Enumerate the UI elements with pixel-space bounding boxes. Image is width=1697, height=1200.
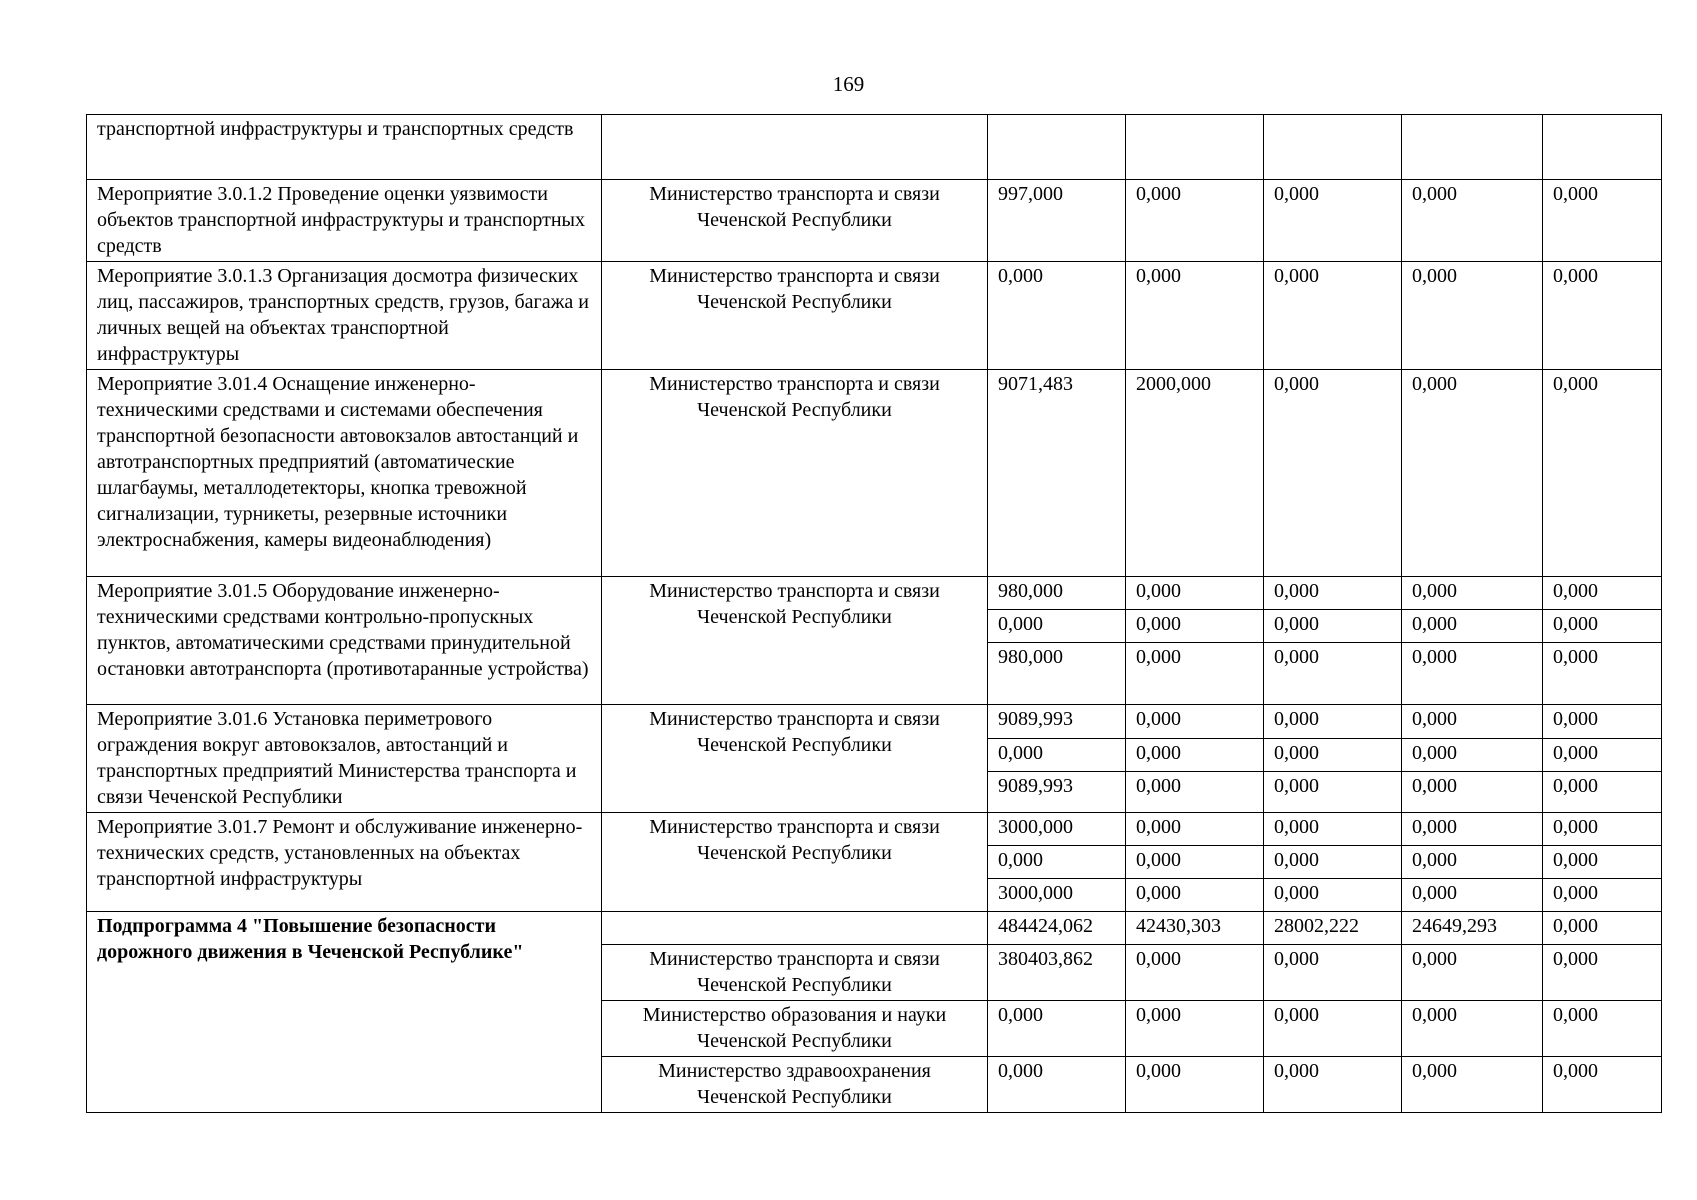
value-cell: 0,000 (1402, 705, 1543, 739)
value-cell: 0,000 (1543, 577, 1662, 610)
value-cell: 9071,483 (988, 370, 1126, 577)
value-cell: 0,000 (1126, 577, 1264, 610)
value-cell: 0,000 (1126, 879, 1264, 912)
value-cell: 0,000 (1264, 705, 1402, 739)
value-cell: 0,000 (1126, 813, 1264, 846)
value-cell: 0,000 (1402, 370, 1543, 577)
value-cell: 0,000 (1543, 945, 1662, 1001)
value-cell: 0,000 (1264, 738, 1402, 772)
value-cell: 0,000 (1543, 610, 1662, 643)
value-cell: 9089,993 (988, 705, 1126, 739)
executor-cell: Министерство транспорта и связи Чеченской Республики (602, 945, 988, 1001)
value-cell: 0,000 (988, 262, 1126, 370)
value-cell: 0,000 (1543, 262, 1662, 370)
value-cell: 9089,993 (988, 772, 1126, 813)
value-cell: 0,000 (1402, 879, 1543, 912)
value-cell: 0,000 (988, 846, 1126, 879)
value-cell: 0,000 (1402, 180, 1543, 262)
value-cell (1543, 115, 1662, 180)
value-cell: 0,000 (1126, 262, 1264, 370)
subprogram-title-cell: Подпрограмма 4 "Повышение безопасности дорожного движения в Чеченской Республике" (87, 912, 602, 1113)
activity-name-cell: Мероприятие 3.01.6 Установка периметрового ограждения вокруг автовокзалов, автостанций и транспортных предприятий Министерства транспорта и связи Чеченской Республики (87, 705, 602, 813)
table-row (87, 577, 1662, 610)
value-cell: 0,000 (988, 1057, 1126, 1113)
value-cell: 2000,000 (1126, 370, 1264, 577)
activity-name-cell: Мероприятие 3.01.7 Ремонт и обслуживание инженерно-технических средств, установленных на объектах транспортной инфраструктуры (87, 813, 602, 912)
value-cell: 0,000 (1543, 1057, 1662, 1113)
executor-cell (602, 115, 988, 180)
value-cell: 0,000 (1402, 945, 1543, 1001)
value-cell: 0,000 (1126, 705, 1264, 739)
value-cell: 0,000 (1543, 912, 1662, 945)
activity-name-cell: Мероприятие 3.01.4 Оснащение инженерно-техническими средствами и системами обеспечения транспортной безопасности автовокзалов автостанций и автотранспортных предприятий (автоматические шлагбаумы, металлодетекторы, кнопка тревожной сигнализации, турникеты, резервные источники электроснабжения, камеры видеонаблюдения) (87, 370, 602, 577)
activity-name-cell: Мероприятие 3.01.5 Оборудование инженерно-техническими средствами контрольно-пропускных пунктов, автоматическими средствами принудительной остановки автотранспорта (противотаранные устройства) (87, 577, 602, 705)
value-cell: 0,000 (1543, 180, 1662, 262)
executor-cell: Министерство образования и науки Чеченской Республики (602, 1001, 988, 1057)
activity-name-cell: Мероприятие 3.0.1.2 Проведение оценки уязвимости объектов транспортной инфраструктуры и транспортных средств (87, 180, 602, 262)
value-cell: 997,000 (988, 180, 1126, 262)
value-cell: 0,000 (1126, 643, 1264, 705)
budget-table (86, 114, 1662, 1113)
table-row (87, 370, 1662, 577)
value-cell: 0,000 (1264, 945, 1402, 1001)
value-cell: 0,000 (1543, 879, 1662, 912)
value-cell: 0,000 (988, 738, 1126, 772)
value-cell: 0,000 (1402, 262, 1543, 370)
table-row (87, 115, 1662, 180)
value-cell: 0,000 (1264, 1057, 1402, 1113)
value-cell: 0,000 (1264, 370, 1402, 577)
value-cell: 0,000 (1402, 1001, 1543, 1057)
value-cell (1264, 115, 1402, 180)
executor-cell: Министерство транспорта и связи Чеченской Республики (602, 813, 988, 912)
value-cell: 0,000 (1126, 772, 1264, 813)
value-cell (988, 115, 1126, 180)
value-cell: 0,000 (1402, 846, 1543, 879)
value-cell: 0,000 (1543, 370, 1662, 577)
value-cell: 0,000 (1264, 846, 1402, 879)
executor-cell: Министерство транспорта и связи Чеченской Республики (602, 180, 988, 262)
value-cell: 0,000 (1402, 772, 1543, 813)
value-cell: 0,000 (1264, 577, 1402, 610)
table-row (87, 705, 1662, 739)
value-cell: 0,000 (1543, 738, 1662, 772)
value-cell (1126, 115, 1264, 180)
value-cell: 0,000 (1402, 643, 1543, 705)
value-cell: 0,000 (1126, 1057, 1264, 1113)
value-cell: 0,000 (1126, 610, 1264, 643)
value-cell: 980,000 (988, 577, 1126, 610)
value-cell: 0,000 (1402, 610, 1543, 643)
value-cell: 0,000 (1402, 738, 1543, 772)
executor-cell (602, 912, 988, 945)
table-row (87, 262, 1662, 370)
value-cell: 3000,000 (988, 813, 1126, 846)
value-cell: 0,000 (1264, 879, 1402, 912)
value-cell: 0,000 (1126, 738, 1264, 772)
value-cell: 0,000 (988, 1001, 1126, 1057)
value-cell: 0,000 (1126, 846, 1264, 879)
value-cell: 0,000 (1543, 813, 1662, 846)
value-cell: 0,000 (1543, 643, 1662, 705)
activity-name-cell: транспортной инфраструктуры и транспортных средств (87, 115, 602, 180)
value-cell: 42430,303 (1126, 912, 1264, 945)
executor-cell: Министерство транспорта и связи Чеченской Республики (602, 577, 988, 705)
value-cell: 0,000 (1543, 1001, 1662, 1057)
value-cell (1402, 115, 1543, 180)
value-cell: 0,000 (988, 610, 1126, 643)
executor-cell: Министерство транспорта и связи Чеченской Республики (602, 705, 988, 813)
value-cell: 0,000 (1264, 262, 1402, 370)
value-cell: 380403,862 (988, 945, 1126, 1001)
executor-cell: Министерство транспорта и связи Чеченской Республики (602, 370, 988, 577)
value-cell: 0,000 (1402, 577, 1543, 610)
value-cell: 24649,293 (1402, 912, 1543, 945)
page-number: 169 (832, 72, 865, 96)
value-cell: 0,000 (1543, 846, 1662, 879)
value-cell: 0,000 (1402, 1057, 1543, 1113)
value-cell: 0,000 (1543, 772, 1662, 813)
executor-cell: Министерство здравоохранения Чеченской Республики (602, 1057, 988, 1113)
value-cell: 980,000 (988, 643, 1126, 705)
value-cell: 0,000 (1126, 1001, 1264, 1057)
table-row (87, 813, 1662, 846)
table-row (87, 180, 1662, 262)
value-cell: 484424,062 (988, 912, 1126, 945)
value-cell: 0,000 (1126, 180, 1264, 262)
table-row (87, 912, 1662, 945)
value-cell: 0,000 (1402, 813, 1543, 846)
value-cell: 0,000 (1264, 643, 1402, 705)
value-cell: 0,000 (1264, 1001, 1402, 1057)
value-cell: 0,000 (1264, 610, 1402, 643)
activity-name-cell: Мероприятие 3.0.1.3 Организация досмотра физических лиц, пассажиров, транспортных средств, грузов, багажа и личных вещей на объектах транспортной инфраструктуры (87, 262, 602, 370)
value-cell: 0,000 (1264, 813, 1402, 846)
value-cell: 0,000 (1264, 772, 1402, 813)
executor-cell: Министерство транспорта и связи Чеченской Республики (602, 262, 988, 370)
value-cell: 0,000 (1264, 180, 1402, 262)
value-cell: 0,000 (1543, 705, 1662, 739)
value-cell: 0,000 (1126, 945, 1264, 1001)
value-cell: 28002,222 (1264, 912, 1402, 945)
value-cell: 3000,000 (988, 879, 1126, 912)
